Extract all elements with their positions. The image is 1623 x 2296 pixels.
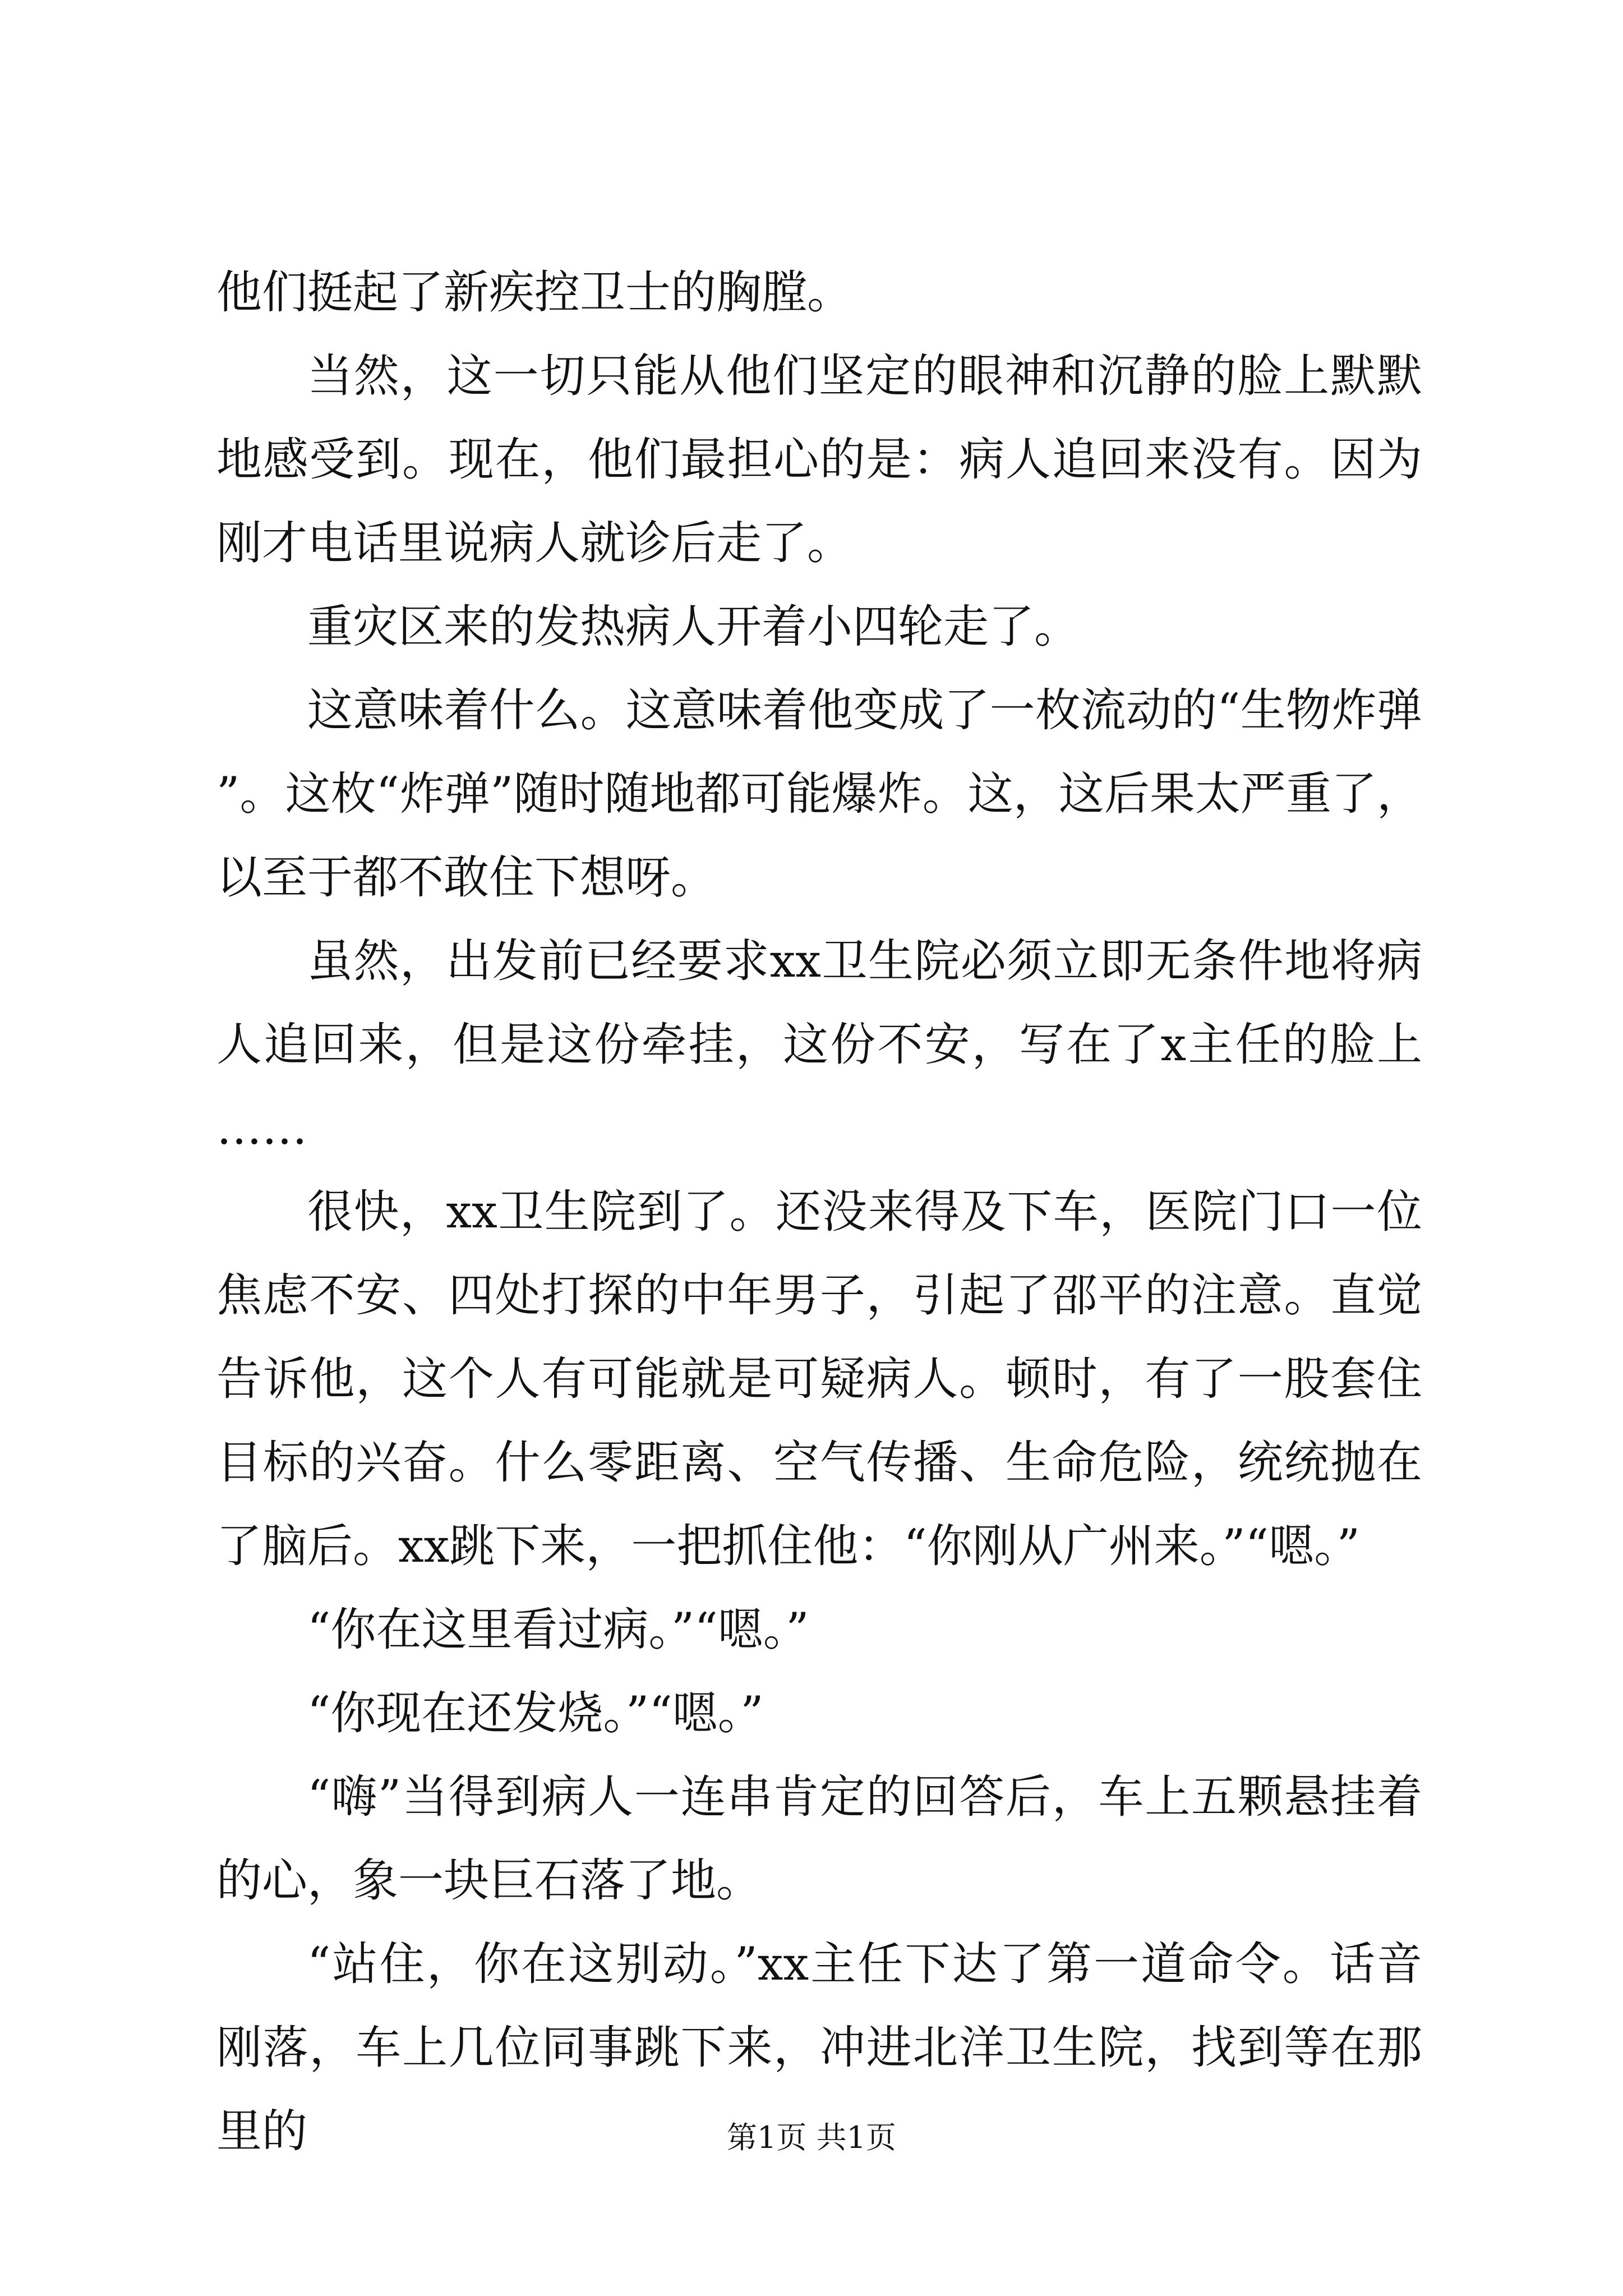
paragraph-7: “你在这里看过病。”“嗯。” bbox=[307, 1604, 809, 1657]
paragraph-1: 他们挺起了新疾控卫士的胸膛。 bbox=[216, 266, 853, 319]
document-body bbox=[216, 251, 1422, 2174]
page-footer bbox=[0, 2118, 1623, 2157]
paragraph-3: 重灾区来的发热病人开着小四轮走了。 bbox=[307, 601, 1080, 654]
paragraph-6: 很快，xx卫生院到了。还没来得及下车，医院门口一位焦虑不安、四处打探的中年男子，引起了邵平的注意。直觉告诉他，这个人有可能就是可疑病人。顿时，有了一股套住目标的兴奋。什么零距离、空气传播、生命危险，统统抛在了脑后。xx跳下来，一把抓住他：“你刚从广州来。”“嗯。” bbox=[216, 1186, 1422, 1573]
paragraph-10: “站住，你在这别动。”xx主任下达了第一道命令。话音刚落，车上几位同事跳下来，冲进北洋卫生院，找到等在那里的 bbox=[216, 1938, 1422, 2158]
paragraph-4: 这意味着什么。这意味着他变成了一枚流动的“生物炸弹”。这枚“炸弹”随时随地都可能爆炸。这，这后果太严重了，以至于都不敢住下想呀。 bbox=[216, 684, 1422, 904]
page-number-label: 第1页 共1页 bbox=[727, 2120, 896, 2155]
paragraph-8: “你现在还发烧。”“嗯。” bbox=[307, 1687, 764, 1740]
paragraph-2: 当然，这一切只能从他们坚定的眼神和沉静的脸上默默地感受到。现在，他们最担心的是：病人追回来没有。因为刚才电话里说病人就诊后走了。 bbox=[216, 350, 1422, 570]
paragraph-5: 虽然，出发前已经要求xx卫生院必须立即无条件地将病人追回来，但是这份牵挂，这份不安，写在了x主任的脸上…… bbox=[216, 935, 1422, 1155]
paragraph-9: “嗨”当得到病人一连串肯定的回答后，车上五颗悬挂着的心，象一块巨石落了地。 bbox=[216, 1771, 1422, 1907]
